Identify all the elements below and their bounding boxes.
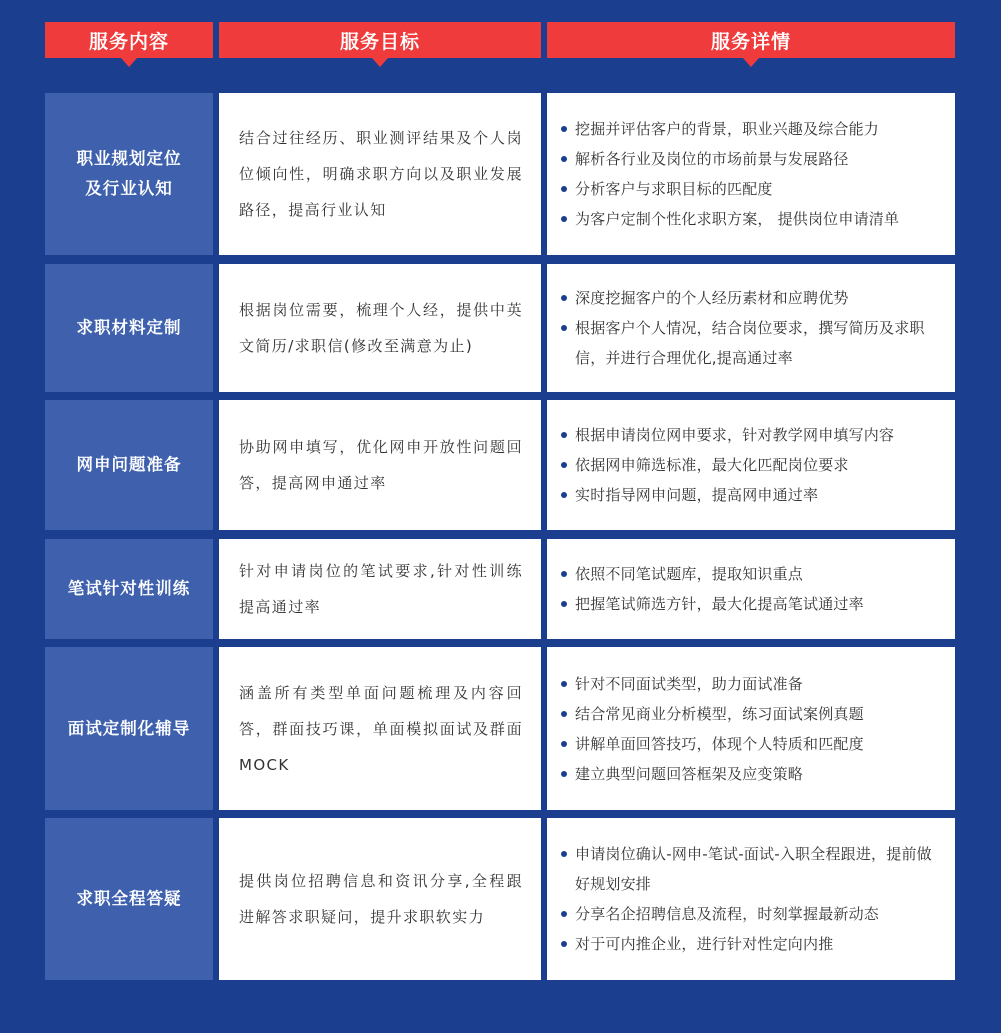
service-detail-cell — [547, 647, 955, 810]
bullet-dot-icon — [561, 711, 567, 717]
service-title: 笔试针对性训练 — [67, 579, 191, 598]
detail-text: 根据申请岗位网申要求，针对教学网申填写内容 — [575, 426, 895, 444]
detail-list — [547, 669, 874, 789]
table-row — [45, 647, 955, 810]
list-item — [575, 899, 945, 929]
service-goal-text: 结合过往经历、职业测评结果及个人岗位倾向性，明确求职方向以及职业发展路径，提高行业认知 — [239, 129, 523, 219]
service-content-cell — [45, 818, 213, 980]
list-item — [575, 729, 864, 759]
service-goal-text: 协助网申填写，优化网申开放性问题回答，提高网申通过率 — [239, 438, 523, 492]
list-item — [575, 480, 894, 510]
service-content-cell — [45, 539, 213, 639]
detail-text: 结合常见商业分析模型，练习面试案例真题 — [575, 704, 864, 723]
list-item — [575, 313, 945, 373]
service-title: 职业规划定位 及行业认知 — [76, 149, 182, 198]
list-item — [575, 839, 945, 899]
list-item — [575, 420, 894, 450]
service-goal-cell — [219, 264, 541, 392]
bullet-dot-icon — [561, 941, 567, 947]
table-row — [45, 264, 955, 392]
detail-text: 依据网申筛选标准，最大化匹配岗位要求 — [575, 456, 849, 474]
table-row — [45, 93, 955, 255]
list-item — [575, 174, 899, 204]
list-item — [575, 114, 899, 144]
service-content-cell — [45, 93, 213, 255]
detail-text: 讲解单面回答技巧，体现个人特质和匹配度 — [575, 734, 864, 753]
detail-text: 根据客户个人情况，结合岗位要求，撰写简历及求职信，并进行合理优化,提高通过率 — [575, 319, 925, 367]
detail-text: 分析客户与求职目标的匹配度 — [575, 180, 773, 198]
detail-text: 解析各行业及岗位的市场前景与发展路径 — [575, 150, 849, 168]
bullet-dot-icon — [561, 601, 567, 607]
detail-text: 深度挖掘客户的个人经历素材和应聘优势 — [575, 289, 849, 307]
list-item — [575, 589, 864, 619]
detail-list — [547, 420, 904, 510]
service-goal-cell — [219, 93, 541, 255]
service-detail-cell — [547, 818, 955, 980]
table-row — [45, 818, 955, 980]
detail-text: 针对不同面试类型，助力面试准备 — [575, 674, 804, 693]
list-item — [575, 669, 864, 699]
service-goal-text: 针对申请岗位的笔试要求,针对性训练提高通过率 — [239, 562, 523, 616]
detail-text: 分享名企招聘信息及流程，时刻掌握最新动态 — [575, 905, 880, 923]
list-item — [575, 450, 894, 480]
service-content-cell — [45, 400, 213, 530]
service-title: 求职全程答疑 — [76, 889, 182, 908]
bullet-dot-icon — [561, 771, 567, 777]
service-goal-text: 提供岗位招聘信息和资讯分享,全程跟进解答求职疑问，提升求职软实力 — [239, 872, 523, 926]
detail-text: 依照不同笔试题库，提取知识重点 — [575, 565, 804, 583]
service-content-cell — [45, 647, 213, 810]
list-item — [575, 283, 945, 313]
service-detail-cell — [547, 93, 955, 255]
bullet-dot-icon — [561, 325, 567, 331]
bullet-dot-icon — [561, 462, 567, 468]
detail-list — [547, 114, 909, 234]
detail-text: 建立典型问题回答框架及应变策略 — [575, 764, 804, 783]
bullet-dot-icon — [561, 295, 567, 301]
list-item — [575, 204, 899, 234]
bullet-dot-icon — [561, 741, 567, 747]
bullet-dot-icon — [561, 571, 567, 577]
bullet-dot-icon — [561, 126, 567, 132]
list-item — [575, 699, 864, 729]
detail-text: 为客户定制个性化求职方案， 提供岗位申请清单 — [575, 210, 900, 228]
service-title: 求职材料定制 — [76, 318, 182, 337]
list-item — [575, 559, 864, 589]
bullet-dot-icon — [561, 911, 567, 917]
detail-text: 把握笔试筛选方针，最大化提高笔试通过率 — [575, 595, 864, 613]
bullet-dot-icon — [561, 432, 567, 438]
detail-list — [547, 283, 955, 373]
service-goal-cell — [219, 647, 541, 810]
header-service-goal: 服务目标 — [219, 22, 541, 58]
bullet-dot-icon — [561, 492, 567, 498]
service-goal-cell — [219, 400, 541, 530]
service-detail-cell — [547, 400, 955, 530]
service-content-cell — [45, 264, 213, 392]
bullet-dot-icon — [561, 216, 567, 222]
bullet-dot-icon — [561, 681, 567, 687]
bullet-dot-icon — [561, 851, 567, 857]
detail-list — [547, 559, 874, 619]
bullet-dot-icon — [561, 186, 567, 192]
service-title: 面试定制化辅导 — [67, 718, 191, 738]
detail-list — [547, 839, 955, 959]
list-item — [575, 929, 945, 959]
service-goal-text: 根据岗位需要，梳理个人经，提供中英文简历/求职信(修改至满意为止) — [239, 301, 523, 355]
service-goal-text: 涵盖所有类型单面问题梳理及内容回答，群面技巧课，单面模拟面试及群面MOCK — [239, 683, 523, 774]
service-title: 网申问题准备 — [76, 455, 182, 474]
header-service-content: 服务内容 — [45, 22, 213, 58]
detail-text: 对于可内推企业，进行针对性定向内推 — [575, 935, 834, 953]
table-row — [45, 400, 955, 530]
table-row — [45, 539, 955, 639]
detail-text: 挖掘并评估客户的背景，职业兴趣及综合能力 — [575, 120, 880, 138]
header-service-detail: 服务详情 — [547, 22, 955, 58]
service-goal-cell — [219, 539, 541, 639]
service-detail-cell — [547, 539, 955, 639]
detail-text: 申请岗位确认-网申-笔试-面试-入职全程跟进，提前做好规划安排 — [575, 845, 932, 893]
list-item — [575, 144, 899, 174]
bullet-dot-icon — [561, 156, 567, 162]
service-detail-cell — [547, 264, 955, 392]
detail-text: 实时指导网申问题，提高网申通过率 — [575, 486, 819, 504]
list-item — [575, 759, 864, 789]
service-goal-cell — [219, 818, 541, 980]
